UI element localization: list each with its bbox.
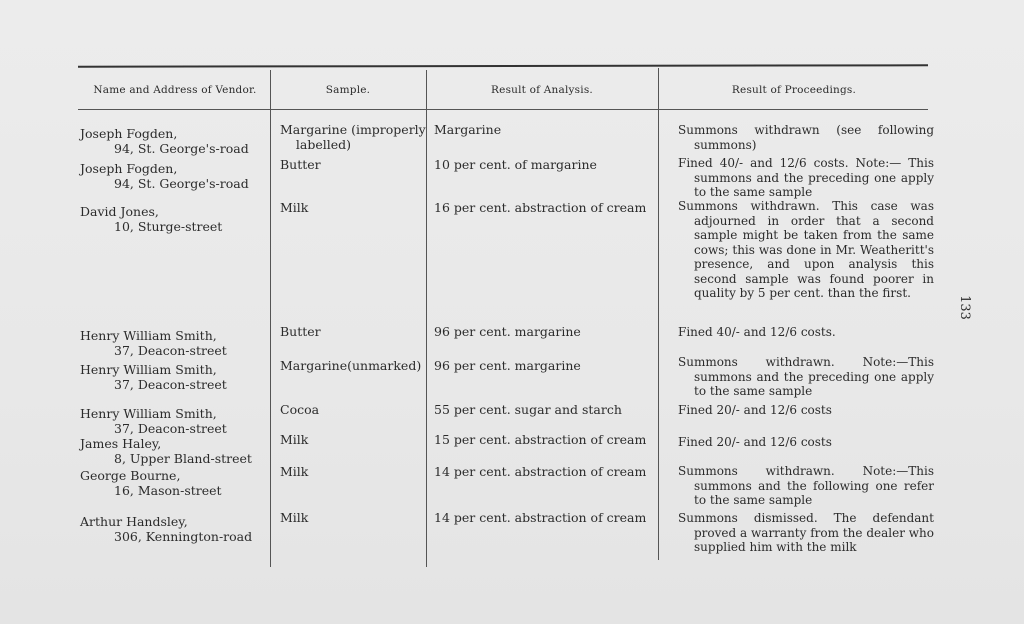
vendor-cell [80,437,252,466]
vendor-address: 10, Sturge-street [114,218,223,234]
sample-cell: Margarine(unmarked) [280,358,422,373]
vendor-name: David Jones, [80,204,159,219]
sample-cell: Milk [280,432,309,447]
page-number: 133 [956,295,972,320]
column-divider-1 [270,70,271,567]
proceedings-cell: Summons withdrawn. Note:—This summons and the preceding one apply to the same sample [678,355,934,398]
analysis-cell: 96 per cent. margarine [434,324,581,339]
proceedings-cell: Fined 40/- and 12/6 costs. [678,325,836,339]
vendor-cell [80,162,249,191]
vendor-address: 37, Deacon-street [114,376,227,392]
header-vendor: Name and Address of Vendor. [93,84,257,96]
vendor-name: Arthur Handsley, [80,514,188,529]
sample-cell: Butter [280,324,321,339]
proceedings-cell: Fined 40/- and 12/6 costs. Note:— This summons and the preceding one apply to the same sample [678,156,934,199]
vendor-cell [80,363,227,392]
vendor-cell [80,329,227,358]
vendor-address: 306, Kennington-road [114,528,253,544]
analysis-cell: 55 per cent. sugar and starch [434,402,622,417]
analysis-cell: 15 per cent. abstraction of cream [434,432,647,447]
analysis-cell: 96 per cent. margarine [434,358,581,373]
analysis-cell: 14 per cent. abstraction of cream [434,510,647,525]
vendor-address: 37, Deacon-street [114,420,227,436]
vendor-name: Joseph Fogden, [80,161,178,176]
vendor-cell [80,127,249,156]
proceedings-cell: Fined 20/- and 12/6 costs [678,435,832,449]
sample-cell: Cocoa [280,402,320,417]
header-proceedings: Result of Proceedings. [731,84,857,96]
proceedings-cell: Summons dismissed. The defendant proved a warranty from the dealer who supplied him with the milk [678,511,934,554]
vendor-cell [80,205,222,234]
top-rule [78,64,928,67]
vendor-address: 16, Mason-street [114,482,222,498]
analysis-cell: Margarine [434,122,502,137]
vendor-address: 94, St. George's-road [114,140,249,156]
vendor-address: 37, Deacon-street [114,342,227,358]
header-rule [78,109,928,110]
vendor-name: Henry William Smith, [80,362,217,377]
vendor-name: James Haley, [80,436,162,451]
vendor-address: 8, Upper Bland-street [114,450,252,466]
vendor-cell [80,469,222,498]
proceedings-cell: Fined 20/- and 12/6 costs [678,403,832,417]
vendor-name: Henry William Smith, [80,328,217,343]
column-divider-3 [658,68,659,560]
vendor-cell [80,407,227,436]
analysis-cell: 16 per cent. abstraction of cream [434,200,647,215]
column-divider-2 [426,70,427,567]
proceedings-cell: Summons withdrawn. This case was adjourned in order that a second sample might be taken from the same cows; this was done in Mr. Weatheritt's presence, and upon analysis this second sample was found poorer in quality by 5 per cent. than the first. [678,199,934,300]
vendor-name: Joseph Fogden, [80,126,178,141]
vendor-address: 94, St. George's-road [114,175,249,191]
sample-cell: Milk [280,510,309,525]
sample-cell: Milk [280,464,309,479]
sample-cell: Milk [280,200,309,215]
proceedings-cell: Summons withdrawn (see following summons) [678,123,934,152]
header-analysis: Result of Analysis. [491,84,593,96]
sample-cell: Margarine (improperly labelled) [280,122,426,152]
vendor-name: George Bourne, [80,468,181,483]
analysis-cell: 10 per cent. of margarine [434,157,597,172]
analysis-cell: 14 per cent. abstraction of cream [434,464,647,479]
sample-cell: Butter [280,157,321,172]
vendor-name: Henry William Smith, [80,406,217,421]
proceedings-cell: Summons withdrawn. Note:—This summons and the following one refer to the same sample [678,464,934,507]
vendor-cell [80,515,252,544]
header-sample: Sample. [325,84,371,96]
